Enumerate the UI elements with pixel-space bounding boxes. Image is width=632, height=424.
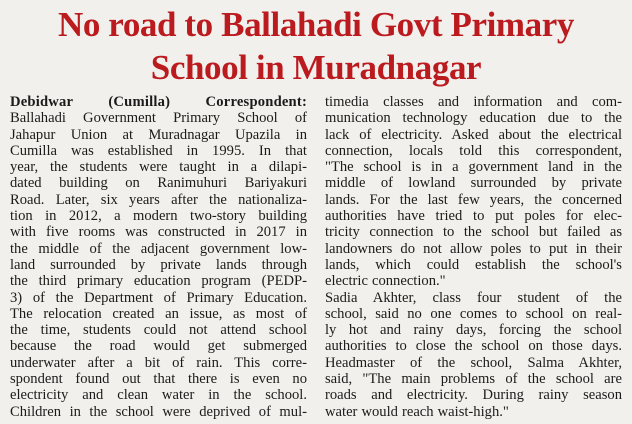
- article-column-right: [325, 94, 622, 420]
- byline: Debidwar (Cumilla) Correspondent:: [10, 94, 307, 110]
- article-body: [10, 94, 622, 420]
- text-line: lands. For the last few years, the concerned: [325, 191, 622, 208]
- text-line: munication technology education due to the: [325, 110, 622, 127]
- text-line: Road. Later, six years after the nationaliza-: [10, 191, 307, 208]
- article-column-left: [10, 94, 307, 420]
- text-line: the time, students could not attend school: [10, 322, 307, 339]
- text-line: water would reach waist-high.": [325, 403, 509, 420]
- text-line: connection, locals told this correspondent,: [325, 142, 622, 159]
- text-line: roads and electricity. During rainy season: [325, 387, 622, 404]
- text-line: authorities to close the school on those days.: [325, 338, 622, 355]
- text-line: because the road would get submerged: [10, 338, 307, 355]
- text-line: said, "The main problems of the school are: [325, 371, 622, 388]
- text-line: Sadia Akhter, class four student of the: [325, 289, 622, 306]
- headline-line-1: No road to Ballahadi Govt Primary: [57, 5, 574, 44]
- text-line: dated building on Ranimuhuri Bariyakuri: [10, 175, 307, 192]
- text-line: Children in the school were deprived of mul-: [10, 403, 307, 420]
- column-right-lines: [325, 94, 622, 420]
- text-line: the middle of the adjacent government low-: [10, 240, 307, 257]
- column-left-lines: [10, 110, 307, 420]
- text-line: The relocation created an issue, as most of: [10, 305, 307, 322]
- text-line: electricity and clean water in the school.: [10, 387, 307, 404]
- text-line: Cumilla was established in 1995. In that: [10, 142, 307, 159]
- text-line: middle of lowland surrounded by private: [325, 175, 622, 192]
- text-line: land surrounded by private lands through: [10, 256, 307, 273]
- text-line: landowners do not allow poles to put in their: [325, 240, 622, 257]
- text-line: timedia classes and information and com-: [325, 94, 622, 110]
- text-line: "The school is in a government land in the: [325, 159, 622, 176]
- text-line: 3) of the Department of Primary Education.: [10, 289, 307, 306]
- text-line: tion in 2012, a modern two-story building: [10, 208, 307, 225]
- text-line: Ballahadi Government Primary School of: [10, 110, 307, 127]
- text-line: tricity connection to the school but failed as: [325, 224, 622, 241]
- text-line: lands, which could establish the school's: [325, 256, 622, 273]
- text-line: Headmaster of the school, Salma Akhter,: [325, 354, 622, 371]
- text-line: underwater after a bit of rain. This corre-: [10, 354, 307, 371]
- headline-line-2: School in Muradnagar: [150, 48, 482, 87]
- text-line: lack of electricity. Asked about the electrical: [325, 126, 622, 143]
- text-line: school, said no one comes to school on real-: [325, 305, 622, 322]
- text-line: Jahapur Union at Muradnagar Upazila in: [10, 126, 307, 143]
- text-line: ly hot and rainy days, forcing the school: [325, 322, 622, 339]
- text-line: electric connection.": [325, 273, 446, 290]
- text-line: authorities have tried to put poles for elec-: [325, 208, 622, 225]
- text-line: with five rooms was constructed in 2017 in: [10, 224, 307, 241]
- text-line: year, the students were taught in a dilapi-: [10, 159, 307, 176]
- headline: [10, 3, 622, 89]
- text-line: the third primary education program (PEDP-: [10, 273, 307, 290]
- text-line: spondent found out that there is even no: [10, 371, 307, 388]
